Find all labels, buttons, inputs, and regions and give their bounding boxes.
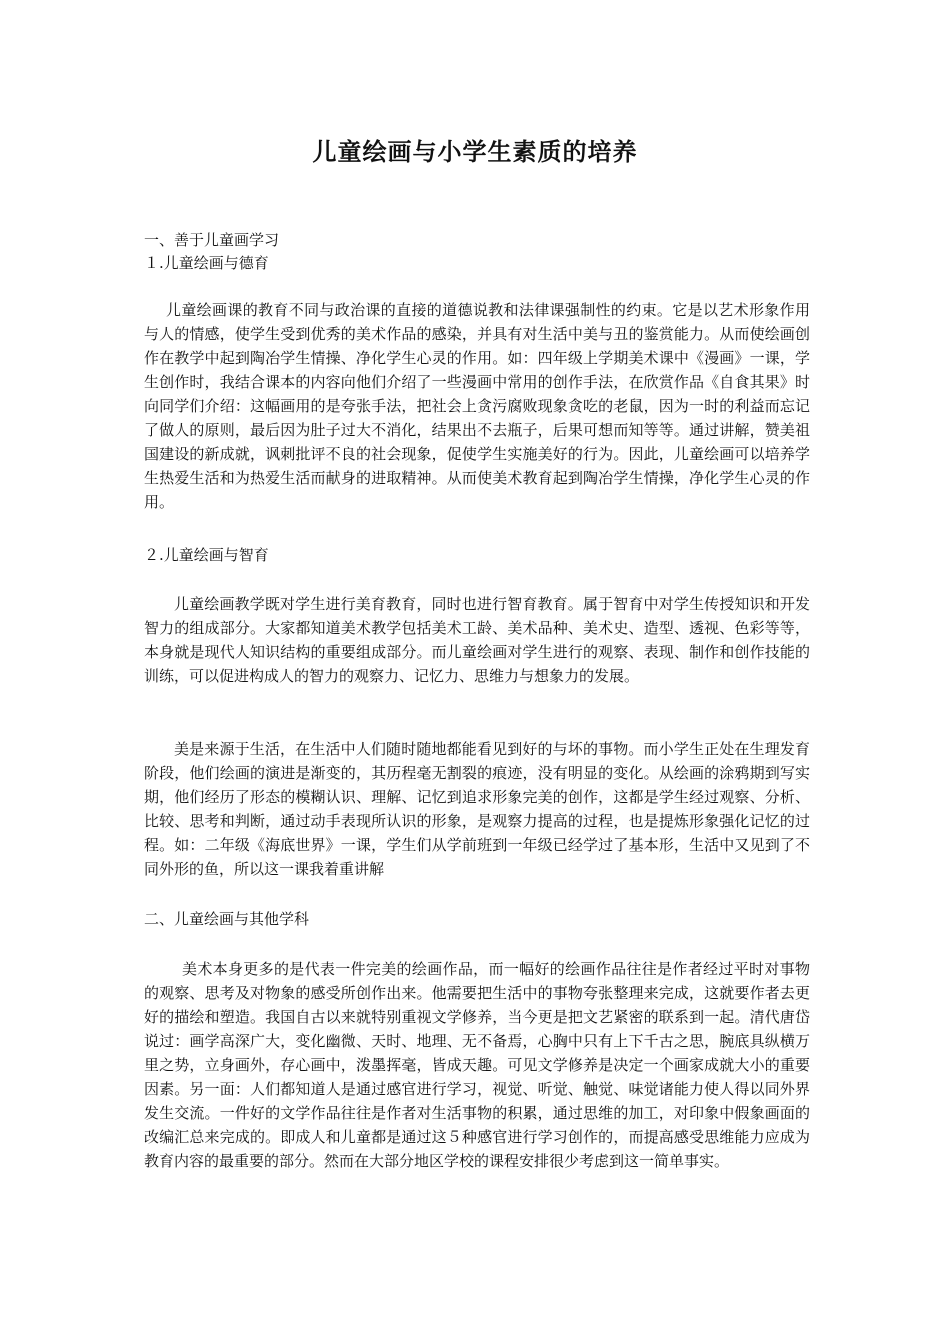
paragraph-intellectual-education: 儿童绘画教学既对学生进行美育教育，同时也进行智育教育。属于智育中对学生传授知识和开发智力的组成部分。大家都知道美术教学包括美术工龄、美术品种、美术史、造型、透视、色彩等等，本身就是现代人知识结构的重要组成部分。而儿童绘画对学生进行的观察、表现、制作和创作技能的训练，可以促进构成人的智力的观察力、记忆力、思维力与想象力的发展。: [144, 595, 810, 685]
section-heading-1: 一、善于儿童画学习: [144, 231, 280, 249]
paragraph-beauty-from-life: 美是来源于生活，在生活中人们随时随地都能看见到好的与坏的事物。而小学生正处在生理发育阶段，他们绘画的演进是渐变的，其历程毫无割裂的痕迹，没有明显的变化。从绘画的涂鸦期到写实期，他们经历了形态的模糊认识、理解、记忆到追求形象完美的创作，这都是学生经过观察、分析、比较、思考和判断，通过动手表现所认识的形象，是观察力提高的过程，也是提炼形象强化记忆的过程。如：二年级《海底世界》一课，学生们从学前班到一年级已经学过了基本形，生活中又见到了不同外形的鱼，所以这一课我着重讲解: [144, 740, 810, 878]
subsection-heading-1: １.儿童绘画与德育: [144, 254, 269, 272]
paragraph-other-subjects: 美术本身更多的是代表一件完美的绘画作品，而一幅好的绘画作品往往是作者经过平时对事物的观察、思考及对物象的感受所创作出来。他需要把生活中的事物夸张整理来完成，这就要作者去更好的描绘和塑造。我国自古以来就特别重视文学修养，当今更是把文艺紧密的联系到一起。清代唐岱说过：画学高深广大，变化幽微、天时、地理、无不备焉，心胸中只有上下千古之思，腕底具纵横万里之势，立身画外，存心画中，泼墨挥毫，皆成天趣。可见文学修养是决定一个画家成就大小的重要因素。另一面：人们都知道人是通过感官进行学习，视觉、听觉、触觉、味觉诸能力使人得以同外界发生交流。一件好的文学作品往往是作者对生活事物的积累，通过思维的加工，对印象中假象画面的改编汇总来完成的。即成人和儿童都是通过这５种感官进行学习创作的，而提高感受思维能力应成为教育内容的最重要的部分。然而在大部分地区学校的课程安排很少考虑到这一简单事实。: [144, 960, 810, 1170]
subsection-heading-2: ２.儿童绘画与智育: [144, 546, 269, 564]
section-heading-2: 二、儿童绘画与其他学科: [144, 910, 310, 928]
document-title: 儿童绘画与小学生素质的培养: [312, 137, 638, 166]
paragraph-moral-education: 儿童绘画课的教育不同与政治课的直接的道德说教和法律课强制性的约束。它是以艺术形象作用与人的情感，使学生受到优秀的美术作品的感染，并具有对生活中美与丑的鉴赏能力。从而使绘画创作在教学中起到陶冶学生情操、净化学生心灵的作用。如：四年级上学期美术课中《漫画》一课，学生创作时，我结合课本的内容向他们介绍了一些漫画中常用的创作手法，在欣赏作品《自食其果》时向同学们介绍：这幅画用的是夸张手法，把社会上贪污腐败现象贪吃的老鼠，因为一时的利益而忘记了做人的原则，最后因为肚子过大不消化，结果出不去瓶子，后果可想而知等等。通过讲解，赞美祖国建设的新成就，讽刺批评不良的社会现象，促使学生实施美好的行为。因此，儿童绘画可以培养学生热爱生活和为热爱生活而献身的进取精神。从而使美术教育起到陶冶学生情操，净化学生心灵的作用。: [144, 301, 810, 511]
